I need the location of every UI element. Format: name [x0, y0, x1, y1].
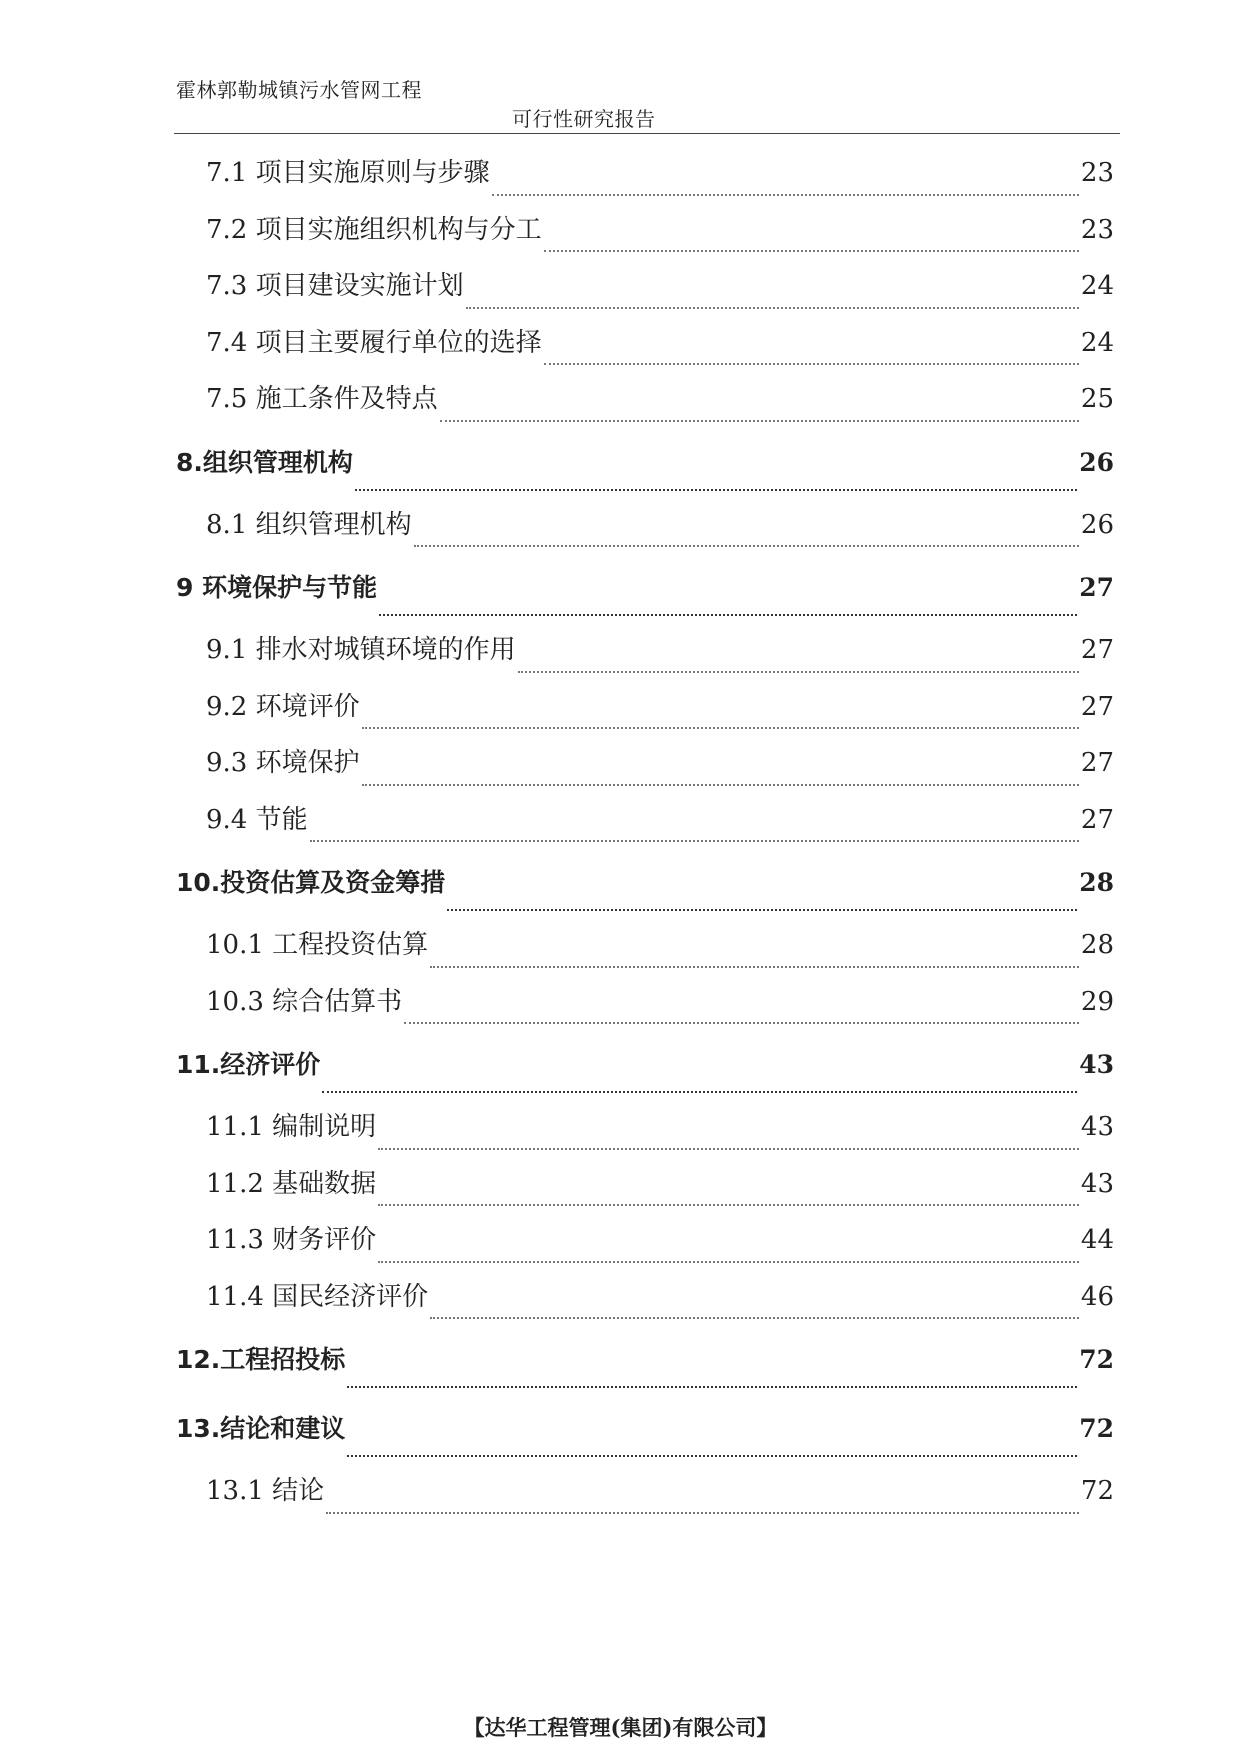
toc-entry-label: 10.投资估算及资金筹措	[176, 868, 446, 897]
toc-page-number: 28	[1079, 868, 1114, 897]
dot-leader	[378, 1261, 1079, 1263]
toc-entry-label: 10.3 综合估算书	[206, 986, 403, 1017]
dot-leader	[430, 1317, 1079, 1319]
toc-entry-label: 13.1 结论	[206, 1476, 325, 1506]
toc-page-number: 72	[1079, 1414, 1114, 1443]
toc-page-number: 27	[1080, 748, 1114, 778]
dot-leader	[355, 489, 1077, 491]
toc-page-number: 43	[1080, 1112, 1114, 1142]
toc-section-entry[interactable]	[176, 145, 1114, 202]
toc-page-number: 27	[1080, 804, 1114, 835]
toc-section-entry[interactable]	[176, 917, 1114, 974]
toc-entry-label: 11.2 基础数据	[206, 1168, 377, 1199]
toc-page-number: 24	[1080, 271, 1114, 301]
toc-section-entry[interactable]	[176, 315, 1114, 372]
toc-entry-label: 9.3 环境保护	[206, 748, 360, 778]
toc-section-entry[interactable]	[176, 1269, 1114, 1326]
toc-chapter-entry[interactable]	[176, 1394, 1114, 1463]
toc-section-entry[interactable]	[176, 679, 1114, 736]
toc-entry-label: 11.经济评价	[176, 1050, 321, 1079]
toc-entry-label: 9.4 节能	[206, 804, 308, 835]
toc-entry-label: 11.4 国民经济评价	[206, 1281, 429, 1312]
dot-leader	[322, 1091, 1077, 1093]
toc-page-number: 46	[1080, 1281, 1114, 1312]
toc-page-number: 26	[1080, 509, 1114, 540]
toc-entry-label: 12.工程招投标	[176, 1345, 346, 1374]
toc-entry-label: 7.1 项目实施原则与步骤	[206, 158, 490, 188]
dot-leader	[414, 545, 1079, 547]
toc-section-entry[interactable]	[176, 202, 1114, 259]
toc-page-number: 29	[1080, 986, 1114, 1017]
toc-page-number: 27	[1080, 691, 1114, 722]
toc-page-number: 23	[1080, 214, 1114, 245]
toc-chapter-entry[interactable]	[176, 553, 1114, 622]
toc-section-entry[interactable]	[176, 371, 1114, 428]
project-title: 霍林郭勒城镇污水管网工程	[176, 78, 422, 102]
dot-leader	[310, 840, 1079, 842]
toc-page-number: 43	[1079, 1050, 1114, 1079]
toc-page-number: 72	[1079, 1345, 1114, 1374]
dot-leader	[347, 1455, 1077, 1457]
toc-entry-label: 7.3 项目建设实施计划	[206, 271, 464, 301]
dot-leader	[440, 420, 1079, 422]
dot-leader	[492, 194, 1079, 196]
toc-page-number: 28	[1080, 930, 1114, 960]
toc-chapter-entry[interactable]	[176, 428, 1114, 497]
toc-page-number: 44	[1080, 1225, 1114, 1255]
toc-section-entry[interactable]	[176, 258, 1114, 315]
toc-section-entry[interactable]	[176, 1099, 1114, 1156]
toc-entry-label: 10.1 工程投资估算	[206, 930, 429, 960]
toc-entry-label: 9 环境保护与节能	[176, 573, 378, 602]
report-type: 可行性研究报告	[512, 107, 656, 131]
dot-leader	[447, 909, 1077, 911]
toc-entry-label: 9.1 排水对城镇环境的作用	[206, 635, 516, 665]
toc-page-number: 26	[1079, 447, 1114, 477]
toc-section-entry[interactable]	[176, 1463, 1114, 1520]
toc-entry-label: 13.结论和建议	[176, 1414, 346, 1443]
toc-page-number: 43	[1080, 1168, 1114, 1199]
table-of-contents	[176, 145, 1114, 1520]
dot-leader	[378, 1204, 1079, 1206]
toc-chapter-entry[interactable]	[176, 848, 1114, 917]
dot-leader	[404, 1022, 1079, 1024]
toc-entry-label: 7.2 项目实施组织机构与分工	[206, 214, 542, 245]
toc-section-entry[interactable]	[176, 1156, 1114, 1213]
toc-chapter-entry[interactable]	[176, 1325, 1114, 1394]
dot-leader	[379, 614, 1077, 616]
dot-leader	[362, 727, 1079, 729]
toc-page-number: 24	[1080, 327, 1114, 358]
footer-company: 【达华工程管理(集团)有限公司】	[463, 1715, 778, 1740]
dot-leader	[544, 363, 1079, 365]
toc-chapter-entry[interactable]	[176, 1030, 1114, 1099]
toc-page-number: 25	[1080, 384, 1114, 414]
toc-entry-label: 9.2 环境评价	[206, 691, 360, 722]
toc-entry-label: 8.1 组织管理机构	[206, 509, 412, 540]
header-divider	[174, 133, 1120, 134]
toc-entry-label: 11.1 编制说明	[206, 1112, 377, 1142]
toc-section-entry[interactable]	[176, 1212, 1114, 1269]
dot-leader	[544, 250, 1079, 252]
dot-leader	[347, 1386, 1077, 1388]
dot-leader	[466, 307, 1079, 309]
toc-section-entry[interactable]	[176, 974, 1114, 1031]
dot-leader	[326, 1512, 1079, 1514]
toc-entry-label: 11.3 财务评价	[206, 1225, 377, 1255]
toc-entry-label: 7.4 项目主要履行单位的选择	[206, 327, 542, 358]
toc-entry-label: 7.5 施工条件及特点	[206, 384, 438, 414]
toc-section-entry[interactable]	[176, 735, 1114, 792]
dot-leader	[430, 966, 1079, 968]
dot-leader	[378, 1148, 1079, 1150]
dot-leader	[362, 784, 1079, 786]
toc-section-entry[interactable]	[176, 622, 1114, 679]
toc-section-entry[interactable]	[176, 497, 1114, 554]
toc-page-number: 27	[1080, 635, 1114, 665]
toc-page-number: 27	[1079, 573, 1114, 602]
dot-leader	[518, 671, 1079, 673]
toc-page-number: 72	[1080, 1476, 1114, 1506]
toc-entry-label: 8.组织管理机构	[176, 447, 353, 477]
toc-page-number: 23	[1080, 158, 1114, 188]
toc-section-entry[interactable]	[176, 792, 1114, 849]
